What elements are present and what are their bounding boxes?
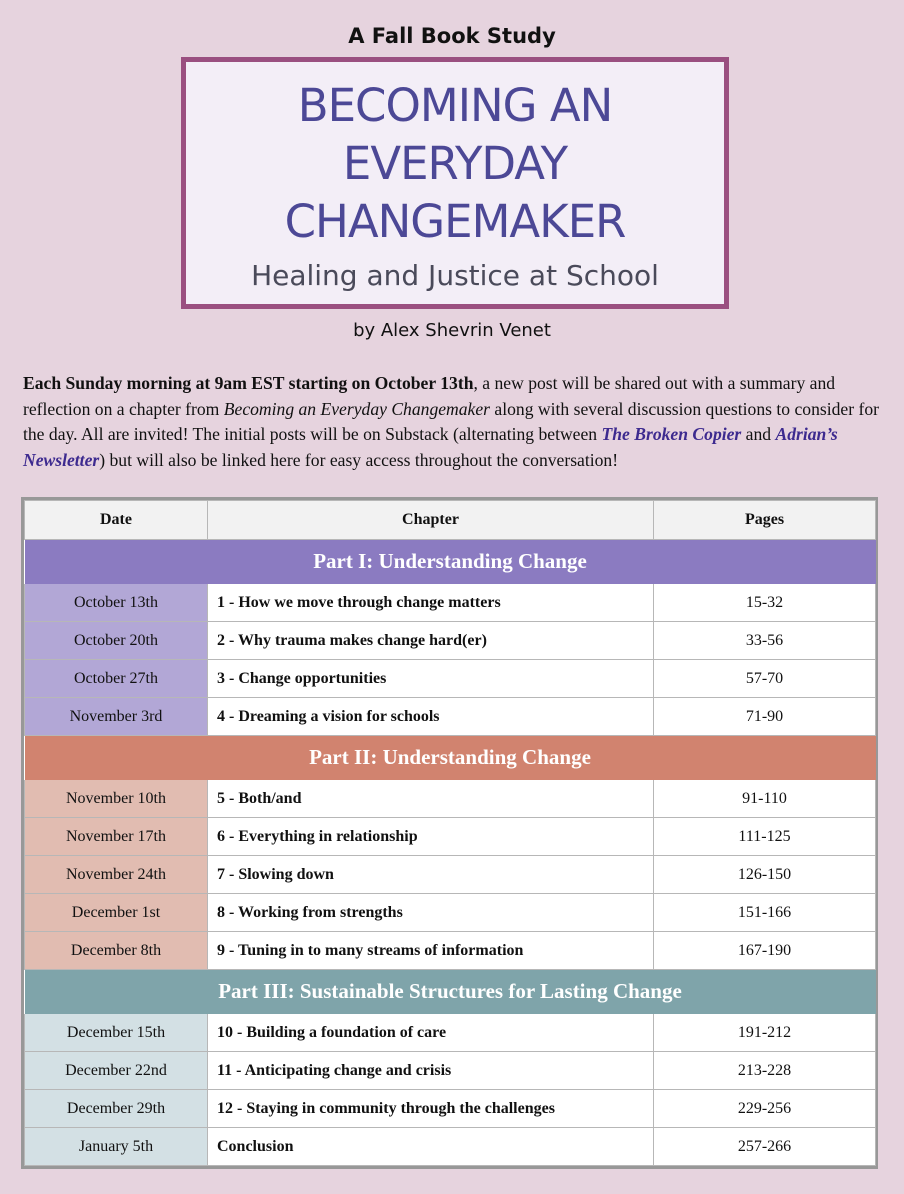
- date-cell: October 20th: [25, 622, 208, 660]
- author-byline: by Alex Shevrin Venet: [353, 320, 551, 341]
- table-row: [25, 1090, 876, 1128]
- date-cell: November 10th: [25, 780, 208, 818]
- date-cell: October 27th: [25, 660, 208, 698]
- pages-column-header: Pages: [654, 501, 876, 540]
- pages-cell: 15-32: [654, 584, 876, 622]
- chapter-cell: 2 - Why trauma makes change hard(er): [208, 622, 654, 660]
- table-row: [25, 622, 876, 660]
- table-row: [25, 894, 876, 932]
- pages-cell: 111-125: [654, 818, 876, 856]
- table-row: [25, 1014, 876, 1052]
- intro-paragraph: [23, 371, 883, 473]
- chapter-cell: 9 - Tuning in to many streams of information: [208, 932, 654, 970]
- table-row: [25, 1052, 876, 1090]
- date-cell: December 1st: [25, 894, 208, 932]
- chapter-cell: 7 - Slowing down: [208, 856, 654, 894]
- date-cell: November 3rd: [25, 698, 208, 736]
- table-header-row: [25, 501, 876, 540]
- chapter-cell: 11 - Anticipating change and crisis: [208, 1052, 654, 1090]
- page-kicker: A Fall Book Study: [348, 24, 556, 48]
- intro-text: along with several discussion questions to consider for the day. All are invited! The initial posts will be on Substack (alternating between: [23, 398, 879, 444]
- chapter-cell: 1 - How we move through change matters: [208, 584, 654, 622]
- date-cell: December 15th: [25, 1014, 208, 1052]
- part-title: Part II: Understanding Change: [25, 736, 876, 780]
- chapter-column-header: Chapter: [208, 501, 654, 540]
- date-cell: December 8th: [25, 932, 208, 970]
- chapter-cell: 4 - Dreaming a vision for schools: [208, 698, 654, 736]
- chapter-cell: 8 - Working from strengths: [208, 894, 654, 932]
- table-row: [25, 584, 876, 622]
- date-cell: January 5th: [25, 1128, 208, 1166]
- book-title-line: EVERYDAY: [342, 137, 568, 190]
- date-cell: December 29th: [25, 1090, 208, 1128]
- intro-lead: Each Sunday morning at 9am EST starting on October 13th: [23, 373, 474, 393]
- book-subtitle: Healing and Justice at School: [251, 259, 659, 292]
- pages-cell: 257-266: [654, 1128, 876, 1166]
- chapter-cell: 3 - Change opportunities: [208, 660, 654, 698]
- pages-cell: 151-166: [654, 894, 876, 932]
- date-column-header: Date: [25, 501, 208, 540]
- part-row: [25, 970, 876, 1014]
- table-row: [25, 780, 876, 818]
- chapter-cell: Conclusion: [208, 1128, 654, 1166]
- intro-text: ) but will also be linked here for easy access throughout the conversation!: [99, 449, 619, 470]
- chapter-cell: 5 - Both/and: [208, 780, 654, 818]
- date-cell: November 24th: [25, 856, 208, 894]
- part-row: [25, 540, 876, 584]
- pages-cell: 33-56: [654, 622, 876, 660]
- pages-cell: 229-256: [654, 1090, 876, 1128]
- pages-cell: 213-228: [654, 1052, 876, 1090]
- adrians-newsletter-link[interactable]: Adrian’s Newsletter: [23, 424, 838, 470]
- pages-cell: 167-190: [654, 932, 876, 970]
- table-row: [25, 932, 876, 970]
- schedule-table: [21, 497, 878, 1169]
- chapter-cell: 12 - Staying in community through the challenges: [208, 1090, 654, 1128]
- pages-cell: 91-110: [654, 780, 876, 818]
- book-title-line: CHANGEMAKER: [284, 195, 626, 248]
- chapter-cell: 6 - Everything in relationship: [208, 818, 654, 856]
- intro-book-title: Becoming an Everyday Changemaker: [223, 398, 491, 419]
- pages-cell: 71-90: [654, 698, 876, 736]
- intro-text: and: [741, 424, 776, 444]
- part-row: [25, 736, 876, 780]
- date-cell: November 17th: [25, 818, 208, 856]
- book-title: [186, 77, 724, 251]
- table-row: [25, 856, 876, 894]
- book-title-line: BECOMING AN: [297, 79, 613, 132]
- table-row: [25, 698, 876, 736]
- date-cell: December 22nd: [25, 1052, 208, 1090]
- broken-copier-link[interactable]: The Broken Copier: [601, 424, 742, 444]
- pages-cell: 191-212: [654, 1014, 876, 1052]
- table-row: [25, 660, 876, 698]
- table-row: [25, 818, 876, 856]
- intro-text: , a new post will be shared out with a summary and reflection on a chapter from: [23, 373, 836, 419]
- part-title: Part I: Understanding Change: [25, 540, 876, 584]
- date-cell: October 13th: [25, 584, 208, 622]
- pages-cell: 57-70: [654, 660, 876, 698]
- pages-cell: 126-150: [654, 856, 876, 894]
- book-cover: [181, 57, 729, 309]
- table-row: [25, 1128, 876, 1166]
- chapter-cell: 10 - Building a foundation of care: [208, 1014, 654, 1052]
- part-title: Part III: Sustainable Structures for Lasting Change: [25, 970, 876, 1014]
